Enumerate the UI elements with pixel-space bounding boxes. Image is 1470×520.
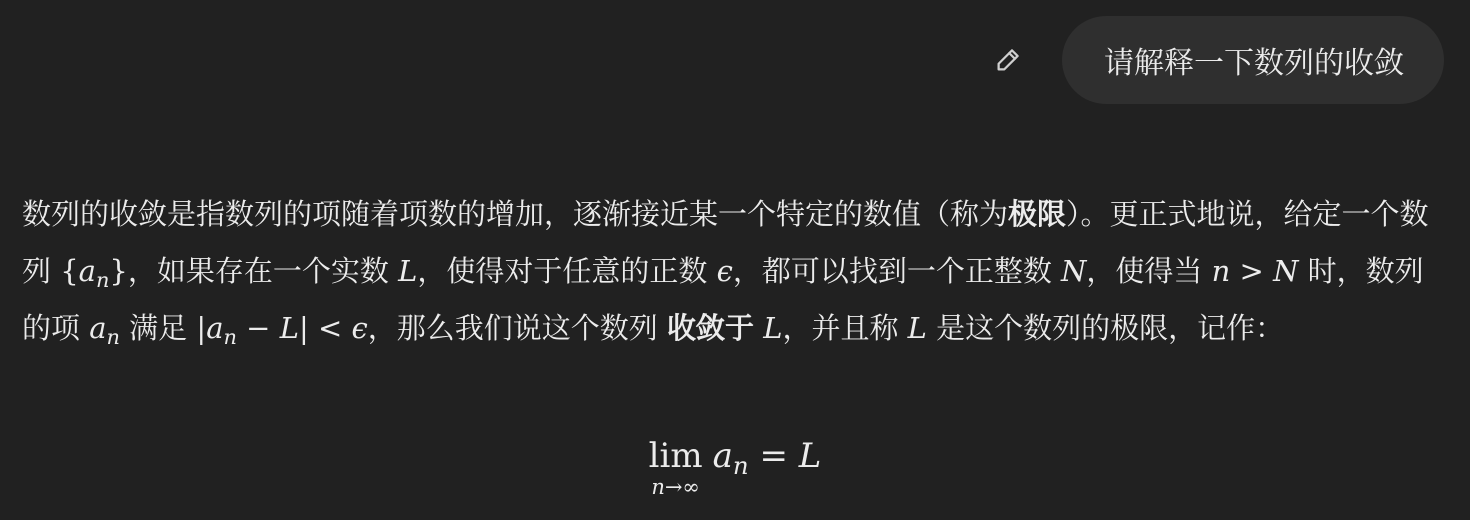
math-var-a: a — [78, 254, 96, 288]
reply-text: ，那么我们说这个数列 — [367, 311, 667, 345]
lim-text: lim — [648, 436, 703, 476]
formula-var-L: L — [798, 436, 822, 476]
reply-text: ，使得对于任意的正数 — [417, 254, 717, 288]
reply-text: ，使得当 — [1086, 254, 1212, 288]
math-var-L: L — [763, 311, 783, 345]
assistant-reply — [22, 186, 1448, 357]
math-var-n: n — [1211, 254, 1231, 288]
term-converge: 收敛于 — [666, 311, 754, 345]
math-brace: { — [60, 254, 79, 288]
math-epsilon: ϵ — [716, 254, 733, 288]
formula-sub-n: n — [732, 450, 749, 480]
math-epsilon: ϵ — [351, 311, 368, 345]
term-limit: 极限 — [1008, 197, 1067, 231]
math-var-L: L — [907, 311, 927, 345]
edit-message-button[interactable] — [988, 40, 1028, 80]
reply-text: ，都可以找到一个正整数 — [732, 254, 1062, 288]
math-var-a: a — [206, 311, 224, 345]
reply-paragraph — [22, 186, 1448, 357]
reply-text: 是这个数列的极限，记作： — [926, 311, 1285, 345]
reply-text: 数列的收敛是指数列的项随着项数的增加，逐渐接近某一个特定的数值（称为 — [22, 197, 1009, 231]
math-var-N: N — [1273, 254, 1299, 288]
math-gt: > — [1230, 254, 1274, 288]
math-sub-n: n — [223, 324, 237, 349]
math-var-N: N — [1061, 254, 1087, 288]
formula-var-a: a — [712, 436, 733, 476]
lim-subscript: n→∞ — [651, 475, 700, 499]
math-sub-n: n — [106, 324, 120, 349]
reply-text: ，如果存在一个实数 — [127, 254, 399, 288]
math-brace: } — [109, 254, 128, 288]
math-sub-n: n — [95, 267, 110, 292]
lim-operator — [649, 436, 703, 516]
reply-text: 时，数列的项 — [22, 254, 1424, 345]
math-lt: < — [308, 311, 352, 345]
math-var-L: L — [279, 311, 299, 345]
user-message-text: 请解释一下数列的收敛 — [1104, 46, 1404, 81]
math-abs-bar: | — [298, 311, 309, 345]
user-message-bubble — [1062, 16, 1444, 104]
formula-rhs — [713, 436, 822, 516]
reply-text: ）。更正式地说，给定一个数列 — [22, 197, 1429, 288]
pencil-icon — [993, 45, 1023, 75]
math-var-a: a — [89, 311, 107, 345]
formula-equals: = — [748, 436, 799, 476]
reply-text: ，并且称 — [782, 311, 908, 345]
limit-formula — [0, 436, 1470, 516]
reply-text: 满足 — [119, 311, 197, 345]
math-abs-bar: | — [196, 311, 207, 345]
math-minus: − — [236, 311, 280, 345]
math-var-L: L — [398, 254, 418, 288]
user-message-row — [988, 16, 1444, 104]
